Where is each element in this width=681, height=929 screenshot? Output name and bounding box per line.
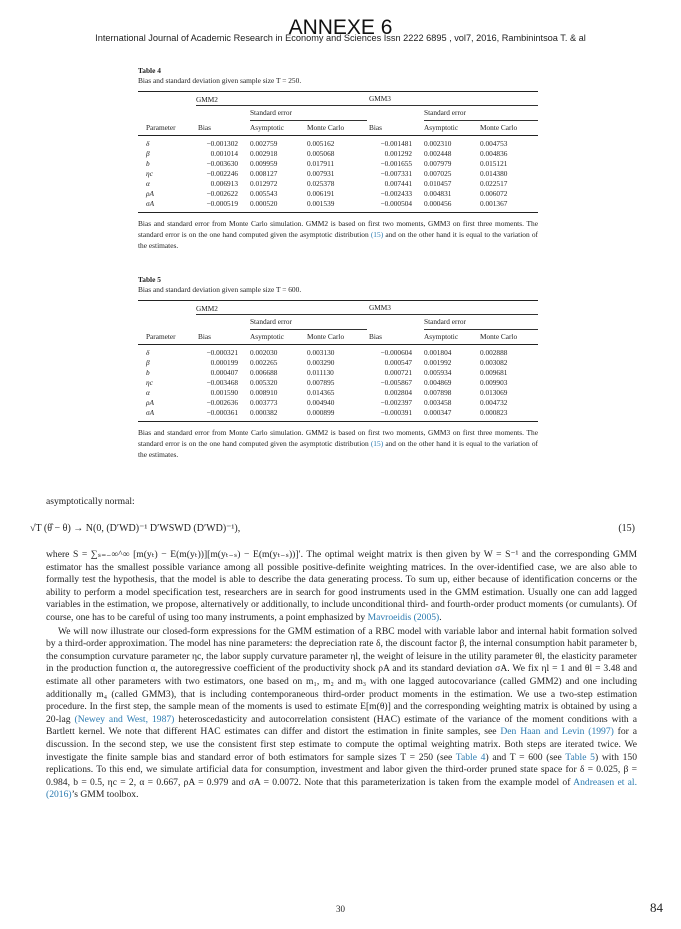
value-cell: 0.009681	[480, 368, 508, 377]
value-cell: −0.000604	[380, 348, 413, 357]
column-header: Asymptotic	[424, 121, 480, 136]
value-cell: 0.003773	[250, 398, 278, 407]
spacer	[367, 106, 424, 121]
equation-number: (15)	[618, 523, 635, 534]
spacer	[196, 106, 250, 121]
value-cell: 0.002310	[424, 139, 452, 148]
value-cell: 0.014380	[480, 169, 508, 178]
table-row	[138, 159, 538, 169]
table-row	[138, 149, 538, 159]
value-cell: 0.001539	[307, 199, 335, 208]
group-row	[138, 301, 538, 315]
column-header: Monte Carlo	[307, 121, 367, 136]
citation-link[interactable]: Mavroeidis (2005)	[367, 611, 440, 623]
value-cell: 0.007895	[307, 378, 335, 387]
value-cell: 0.001590	[210, 388, 238, 397]
value-cell: 0.003290	[307, 358, 335, 367]
parameter-cell: ρA	[146, 189, 154, 198]
value-cell: 0.007898	[424, 388, 452, 397]
value-cell: 0.004831	[424, 189, 452, 198]
column-header: Monte Carlo	[307, 330, 367, 345]
text-segment: .	[439, 611, 442, 623]
citation-link[interactable]: (Newey and West, 1987)	[74, 713, 175, 725]
group-header: GMM3	[367, 301, 538, 315]
annexe-title: ANNEXE 6	[288, 16, 393, 39]
value-cell: 0.000547	[384, 358, 413, 367]
column-header: Asymptotic	[424, 330, 480, 345]
column-header: Bias	[196, 121, 250, 136]
value-cell: −0.001481	[380, 139, 413, 148]
value-cell: 0.000382	[250, 408, 278, 417]
equation-link[interactable]: (15)	[370, 439, 384, 448]
paragraph	[46, 549, 637, 625]
table-row	[138, 398, 538, 408]
value-cell: 0.005068	[307, 149, 335, 158]
column-header: Parameter	[138, 121, 196, 136]
table-notes	[138, 427, 538, 460]
value-cell: 0.003082	[480, 358, 508, 367]
page-number: 30	[336, 904, 345, 914]
column-header: Monte Carlo	[480, 330, 538, 345]
notes-text: and on the other hand it is equal to the variation of the estimates.	[138, 439, 539, 459]
column-header: Asymptotic	[250, 121, 307, 136]
citation-link[interactable]: Andreasen et al. (2016)	[46, 776, 637, 801]
spacer	[196, 315, 250, 330]
citation-link[interactable]: Table 5	[565, 751, 595, 763]
value-cell: 0.006913	[210, 179, 238, 188]
parameter-cell: β	[146, 149, 150, 158]
value-cell: 0.007979	[424, 159, 452, 168]
spacer	[138, 106, 196, 121]
table-title: Table 5	[138, 275, 161, 284]
text-segment: heteroscedasticity and autocorrelation consistent (HAC) estimate of the variance of the moment conditions with a Bartlett kernel. We note that different HAC estimates can differ and distort the estimation in finite samples, see	[46, 713, 637, 738]
parameter-cell: α	[146, 388, 150, 397]
value-cell: 0.003130	[307, 348, 335, 357]
value-cell: −0.002246	[206, 169, 238, 178]
column-header-row	[138, 330, 538, 345]
value-cell: −0.003468	[206, 378, 238, 387]
parameter-cell: ηc	[146, 378, 153, 387]
group-header: GMM2	[196, 301, 367, 315]
value-cell: 0.007931	[307, 169, 335, 178]
notes-text: Bias and standard error from Monte Carlo simulation. GMM2 is based on first two moments, GMM3 on first three moments. The standard error is on the one hand computed given the asymptotic distribution	[138, 219, 538, 239]
table-title: Table 4	[138, 66, 161, 75]
parameter-cell: δ	[146, 139, 150, 148]
lead-text: asymptotically normal:	[46, 496, 135, 507]
value-cell: 0.002804	[384, 388, 413, 397]
standard-error-header: Standard error	[250, 106, 367, 121]
value-cell: 0.000721	[384, 368, 413, 377]
parameter-cell: δ	[146, 348, 150, 357]
value-cell: 0.002448	[424, 149, 452, 158]
table-row	[138, 408, 538, 421]
value-cell: 0.000199	[210, 358, 238, 367]
table-row	[138, 169, 538, 179]
table-4	[138, 66, 538, 251]
column-header: Parameter	[138, 330, 196, 345]
value-cell: 0.013069	[480, 388, 508, 397]
table-row	[138, 378, 538, 388]
value-cell: −0.002636	[206, 398, 238, 407]
parameter-cell: ρA	[146, 398, 154, 407]
column-header: Bias	[196, 330, 250, 345]
value-cell: 0.000823	[480, 408, 508, 417]
value-cell: −0.002622	[206, 189, 238, 198]
group-header	[138, 301, 196, 315]
table-row	[138, 388, 538, 398]
value-cell: −0.000321	[206, 348, 238, 357]
value-cell: 0.005543	[250, 189, 278, 198]
parameter-cell: b	[146, 368, 150, 377]
table-row	[138, 136, 538, 150]
value-cell: 0.007441	[384, 179, 413, 188]
parameter-cell: σA	[146, 408, 155, 417]
value-cell: −0.000391	[380, 408, 413, 417]
equation-15: √T (θ̂ − θ) → N(0, (D′WD)⁻¹ D′WSWD (D′WD)⁻¹),	[30, 523, 241, 534]
spacer	[138, 315, 196, 330]
value-cell: 0.004869	[424, 378, 452, 387]
value-cell: 0.003458	[424, 398, 452, 407]
table-row	[138, 358, 538, 368]
table-row	[138, 189, 538, 199]
journal-header: International Journal of Academic Research in Economy and Sciences Issn 2222 6895 , vol7, 2016, Rambinintsoa T. & al	[95, 33, 586, 43]
value-cell: 0.011130	[307, 368, 334, 377]
table-caption: Bias and standard deviation given sample size T = 600.	[138, 285, 302, 294]
standard-error-header: Standard error	[424, 315, 538, 330]
parameter-cell: β	[146, 358, 150, 367]
value-cell: 0.005934	[424, 368, 452, 377]
notes-text: and on the other hand it is equal to the variation of the estimates.	[138, 230, 539, 250]
value-cell: −0.001655	[380, 159, 413, 168]
value-cell: −0.000361	[206, 408, 238, 417]
value-cell: 0.004940	[307, 398, 335, 407]
value-cell: 0.009903	[480, 378, 508, 387]
value-cell: 0.002030	[250, 348, 278, 357]
column-header: Monte Carlo	[480, 121, 538, 136]
value-cell: 0.002265	[250, 358, 278, 367]
value-cell: 0.000520	[250, 199, 278, 208]
column-header-row	[138, 121, 538, 136]
value-cell: 0.012972	[250, 179, 278, 188]
text-segment: where S = ∑ₛ₌₋∞^∞ [m(yₜ) − E(m(yₜ))][m(yₜ₋ₛ) − E(m(yₜ₋ₛ))]′. The optimal weight matrix is then given by W = S⁻¹ and the corresponding GMM estimator has the smallest possible variance among all possible positive-definite weighting matrices. In the over-identified case, we are also able to formally test the hypothesis, that the model is able to describe the data generating process. To sum up, either because of identification concerns or the ability to perform a model specification test, researchers are in search for good instruments used in the GMM estimation. Usually one can add lagged variables in the estimation, we propose, alternatively or additionally, to include unconditional third- and fourth-order product moments (or cumulants). Of course, one has to be careful of using too many instruments, a point emphasized by	[46, 549, 637, 623]
spacer	[367, 315, 424, 330]
notes-text: Bias and standard error from Monte Carlo simulation. GMM2 is based on first two moments, GMM3 on first three moments. The standard error is on the one hand computed given the asymptotic distribution	[138, 428, 538, 448]
text-segment: ) and T = 600 (see	[485, 751, 566, 763]
value-cell: 0.007025	[424, 169, 452, 178]
value-cell: 0.022517	[480, 179, 508, 188]
value-cell: 0.010457	[424, 179, 452, 188]
value-cell: 0.017911	[307, 159, 335, 168]
parameter-cell: σA	[146, 199, 155, 208]
table-5	[138, 275, 538, 460]
value-cell: 0.005162	[307, 139, 335, 148]
citation-link[interactable]: Den Haan and Levin (1997)	[500, 726, 614, 738]
standard-error-header: Standard error	[424, 106, 538, 121]
value-cell: 0.004753	[480, 139, 508, 148]
value-cell: −0.005867	[380, 378, 413, 387]
value-cell: −0.002397	[380, 398, 413, 407]
se-row	[138, 315, 538, 330]
value-cell: 0.001992	[424, 358, 452, 367]
table-notes	[138, 218, 538, 251]
value-cell: −0.007331	[380, 169, 413, 178]
parameter-cell: ηc	[146, 169, 153, 178]
value-cell: 0.006191	[307, 189, 335, 198]
value-cell: 0.002888	[480, 348, 508, 357]
value-cell: 0.002918	[250, 149, 278, 158]
column-header: Bias	[367, 330, 424, 345]
paragraph	[46, 626, 637, 802]
citation-link[interactable]: Table 4	[455, 751, 486, 763]
value-cell: 0.009959	[250, 159, 278, 168]
table-caption: Bias and standard deviation given sample size T = 250.	[138, 76, 302, 85]
value-cell: −0.000519	[206, 199, 238, 208]
annex-page-number: 84	[650, 900, 663, 915]
table-row	[138, 368, 538, 378]
value-cell: 0.001367	[480, 199, 508, 208]
table-bottom-rule	[138, 421, 538, 422]
parameter-cell: α	[146, 179, 150, 188]
group-header	[138, 92, 196, 106]
value-cell: 0.006072	[480, 189, 508, 198]
value-cell: 0.000456	[424, 199, 452, 208]
column-header: Asymptotic	[250, 330, 307, 345]
column-header: Bias	[367, 121, 424, 136]
value-cell: 0.008127	[250, 169, 278, 178]
text-segment: for a discussion. In the second step, we use the consistent first step estimate to compute the optimal weighting matrix. Both steps are iterated twice. We investigate the finite sample bias and standard error of both estimators for sample sizes T = 250 (see	[46, 726, 637, 763]
text-segment: ) with 150 replications. To this end, we simulate artificial data for consumption, investment and labor given the third-order pruned state space for δ = 0.025, β = 0.984, b = 0.5, ηc = 2, α = 0.667, ρA = 0.979 and σA = 0.0072. Note that this parameterization is taken from the example model of	[46, 751, 637, 788]
value-cell: −0.001302	[206, 139, 238, 148]
table-row	[138, 199, 538, 212]
standard-error-header: Standard error	[250, 315, 367, 330]
data-table	[138, 300, 538, 421]
value-cell: 0.001804	[424, 348, 452, 357]
body-text	[46, 549, 637, 802]
value-cell: 0.025378	[307, 179, 335, 188]
value-cell: −0.002433	[380, 189, 413, 198]
value-cell: 0.004836	[480, 149, 508, 158]
value-cell: 0.002759	[250, 139, 278, 148]
parameter-cell: b	[146, 159, 150, 168]
group-header: GMM2	[196, 92, 367, 106]
value-cell: 0.001014	[210, 149, 238, 158]
value-cell: 0.008910	[250, 388, 278, 397]
value-cell: 0.000347	[424, 408, 452, 417]
value-cell: 0.015121	[480, 159, 508, 168]
value-cell: −0.003630	[206, 159, 238, 168]
table-row	[138, 179, 538, 189]
value-cell: 0.014365	[307, 388, 335, 397]
group-row	[138, 92, 538, 106]
value-cell: 0.006688	[250, 368, 278, 377]
text-segment: We will now illustrate our closed-form expressions for the GMM estimation of a RBC model with variable labor and internal habit formation solved by a third-order approximation. The model has nine parameters: the depreciation rate δ, the discount factor β, the internal consumption habit parameter b, the consumption curvature parameter ηc, the labor supply curvature parameter ηl, the weight of leisure in the utility parameter θl, the elasticity parameter in the production function α, the autoregressive coefficient of the productivity shock ρA and its standard deviation σA. We fix ηl = 1 and θl = 3.48 and estimate all other parameters with two estimators, one based on m₁, m₂ and m₃ with one lagged autocovariance (called GMM2) and one including additionally m₄ (called GMM3), that is including contemporaneous third-order product moments in the estimation. We use a two-step estimation procedure. In the first step, the sample mean of the moments is used to estimate E[m(θ)] and the corresponding weighting matrix is obtained by using a 20-lag	[46, 625, 637, 725]
group-header: GMM3	[367, 92, 538, 106]
text-segment: ’s GMM toolbox.	[71, 789, 139, 801]
value-cell: 0.001292	[384, 149, 413, 158]
equation-link[interactable]: (15)	[370, 230, 384, 239]
value-cell: 0.000407	[210, 368, 238, 377]
table-bottom-rule	[138, 212, 538, 213]
value-cell: 0.004732	[480, 398, 508, 407]
value-cell: 0.000899	[307, 408, 335, 417]
table-row	[138, 345, 538, 359]
se-row	[138, 106, 538, 121]
data-table	[138, 91, 538, 212]
value-cell: 0.005320	[250, 378, 278, 387]
value-cell: −0.000504	[380, 199, 413, 208]
